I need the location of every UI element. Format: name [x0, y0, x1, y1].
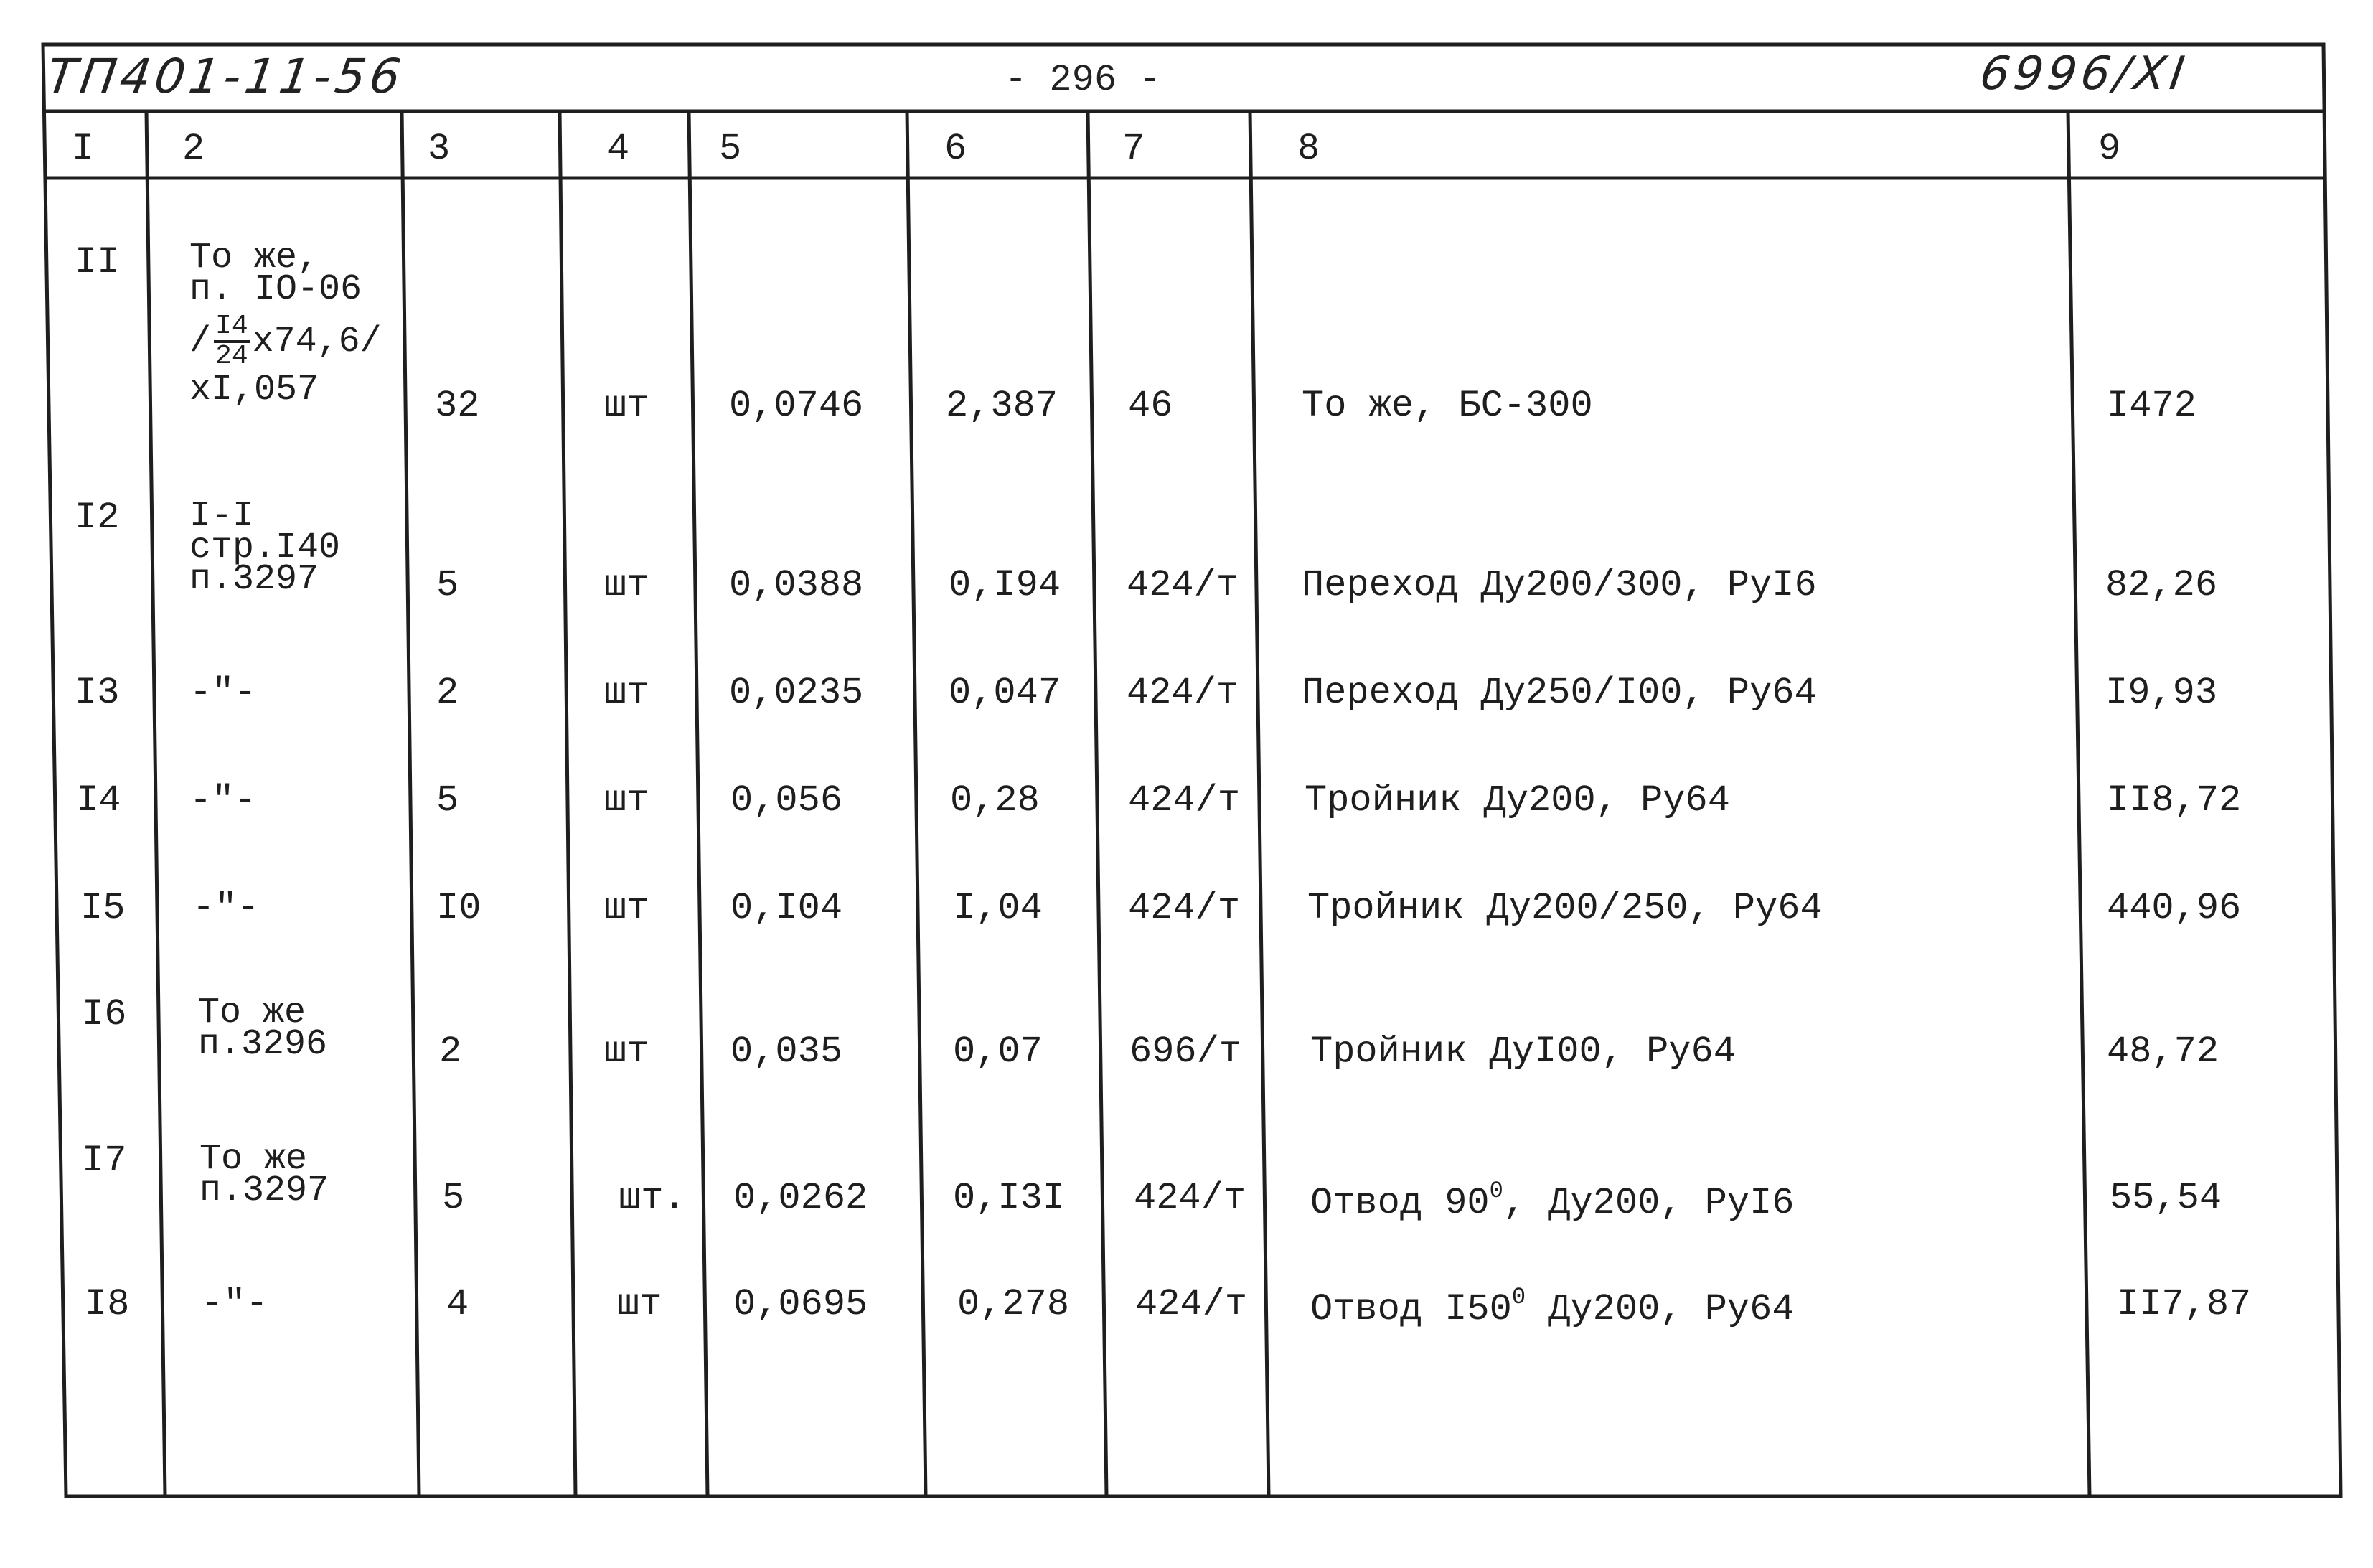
- item-name: Тройник ДуI00, Ру64: [1310, 1031, 1736, 1073]
- reference-cell: -"-: [189, 779, 257, 822]
- quantity: 2: [436, 672, 459, 714]
- reference-fraction-line: [189, 313, 382, 370]
- total-mass: 0,07: [953, 1031, 1043, 1073]
- reference-line: То же: [199, 1139, 308, 1180]
- unit-price: 424/т: [1128, 779, 1241, 822]
- position-number: I2: [75, 497, 120, 539]
- cost: 55,54: [2110, 1177, 2222, 1219]
- unit: шт: [604, 385, 649, 427]
- position-number: I4: [76, 779, 121, 822]
- fraction-prefix: /: [189, 321, 212, 363]
- cost: 48,72: [2107, 1031, 2219, 1073]
- total-mass: 0,I3I: [953, 1177, 1066, 1219]
- column-number: 6: [944, 128, 967, 170]
- position-number: I3: [75, 672, 120, 714]
- reference-line: I-I: [189, 496, 255, 537]
- total-mass: 0,28: [950, 779, 1040, 822]
- unit-price: 424/т: [1128, 887, 1241, 929]
- unit: шт: [604, 1031, 649, 1073]
- unit-mass: 0,056: [730, 779, 843, 822]
- reference-cell: [189, 496, 341, 600]
- unit-mass: 0,035: [730, 1031, 843, 1073]
- reference-cell: [189, 238, 382, 410]
- degree-mark: 0: [1511, 1284, 1526, 1310]
- column-divider: [560, 111, 575, 1496]
- column-number: 7: [1122, 128, 1145, 170]
- unit-price: 424/т: [1135, 1283, 1248, 1325]
- column-number: I: [72, 128, 95, 170]
- quantity: 5: [442, 1177, 465, 1219]
- total-mass: 0,I94: [949, 564, 1061, 606]
- column-number: 8: [1297, 128, 1320, 170]
- unit-mass: 0,0746: [729, 385, 864, 427]
- fraction-denominator: 24: [215, 341, 248, 372]
- column-divider: [402, 111, 419, 1496]
- unit: шт: [604, 779, 649, 822]
- reference-line: п.3296: [198, 1024, 328, 1065]
- item-name: Переход Ду200/300, РуI6: [1302, 564, 1817, 606]
- reference-line: То же,: [189, 238, 319, 278]
- total-mass: I,04: [953, 887, 1043, 929]
- cost: I472: [2107, 385, 2196, 427]
- item-name: То же, БС-300: [1302, 385, 1593, 427]
- total-mass: 2,387: [946, 385, 1058, 427]
- item-name-text: , Ду200, РуI6: [1503, 1182, 1795, 1224]
- quantity: 5: [436, 779, 459, 822]
- quantity: 2: [439, 1031, 462, 1073]
- item-name-text: Ду200, Ру64: [1526, 1288, 1795, 1330]
- unit: шт: [617, 1283, 662, 1325]
- unit: шт.: [619, 1177, 686, 1219]
- position-number: I8: [85, 1283, 130, 1325]
- unit-mass: 0,0235: [729, 672, 864, 714]
- unit: шт: [604, 564, 649, 606]
- fraction-numerator: I4: [215, 311, 248, 342]
- table-border: [43, 44, 2341, 1496]
- unit-price: 424/т: [1127, 564, 1239, 606]
- item-name: Тройник Ду200, Ру64: [1305, 779, 1730, 822]
- reference-cell: -"-: [201, 1283, 268, 1325]
- reference-line: п.3297: [189, 559, 319, 600]
- quantity: I0: [436, 887, 481, 929]
- unit-price: 424/т: [1134, 1177, 1246, 1219]
- unit: шт: [604, 887, 649, 929]
- quantity: 4: [446, 1283, 469, 1325]
- column-divider: [2068, 111, 2090, 1496]
- reference-cell: [198, 992, 328, 1065]
- cost: 82,26: [2105, 564, 2218, 606]
- cost: 440,96: [2107, 887, 2242, 929]
- column-number: 5: [719, 128, 742, 170]
- quantity: 5: [436, 564, 459, 606]
- fraction: [214, 313, 250, 370]
- reference-line: стр.I40: [189, 527, 341, 568]
- reference-cell: -"-: [189, 672, 257, 714]
- column-divider: [146, 111, 165, 1496]
- reference-line: То же: [198, 992, 306, 1033]
- column-number: 9: [2098, 128, 2121, 170]
- unit: шт: [604, 672, 649, 714]
- reference-cell: [199, 1139, 329, 1211]
- inventory-number: 6996/XI: [1976, 47, 2192, 100]
- column-divider: [907, 111, 926, 1496]
- column-number: 2: [182, 128, 205, 170]
- position-number: I5: [80, 887, 126, 929]
- unit-price: 46: [1128, 385, 1173, 427]
- reference-cell: -"-: [192, 887, 260, 929]
- reference-line: п. IO-06: [189, 269, 362, 310]
- item-name: Переход Ду250/I00, Ру64: [1302, 672, 1817, 714]
- reference-line: хI,057: [189, 370, 319, 410]
- total-mass: 0,278: [957, 1283, 1070, 1325]
- item-name: [1310, 1180, 1795, 1222]
- position-number: I6: [82, 993, 127, 1036]
- reference-line: п.3297: [199, 1170, 329, 1211]
- item-name-text: Отвод 90: [1310, 1182, 1490, 1224]
- unit-price: 424/т: [1127, 672, 1239, 714]
- unit-mass: 0,0262: [733, 1177, 868, 1219]
- column-divider: [1250, 111, 1269, 1496]
- cost: I9,93: [2105, 672, 2218, 714]
- column-divider: [689, 111, 708, 1496]
- position-number: I7: [82, 1140, 127, 1182]
- unit-mass: 0,0695: [733, 1283, 868, 1325]
- degree-mark: 0: [1489, 1178, 1503, 1204]
- item-name: Тройник Ду200/250, Ру64: [1307, 887, 1823, 929]
- cost: II7,87: [2117, 1283, 2252, 1325]
- total-mass: 0,047: [949, 672, 1061, 714]
- unit-price: 696/т: [1129, 1031, 1242, 1073]
- column-number: 3: [428, 128, 451, 170]
- fraction-suffix: х74,6/: [252, 321, 382, 363]
- item-name-text: Отвод I50: [1310, 1288, 1512, 1330]
- document-code: ТП401-11-56: [43, 49, 408, 104]
- quantity: 32: [435, 385, 480, 427]
- column-number: 4: [607, 128, 630, 170]
- item-name: [1310, 1286, 1795, 1328]
- unit-mass: 0,0388: [729, 564, 864, 606]
- cost: II8,72: [2107, 779, 2242, 822]
- position-number: II: [75, 241, 120, 283]
- unit-mass: 0,I04: [730, 887, 843, 929]
- page-number: - 296 -: [1005, 59, 1162, 101]
- column-divider: [1088, 111, 1106, 1496]
